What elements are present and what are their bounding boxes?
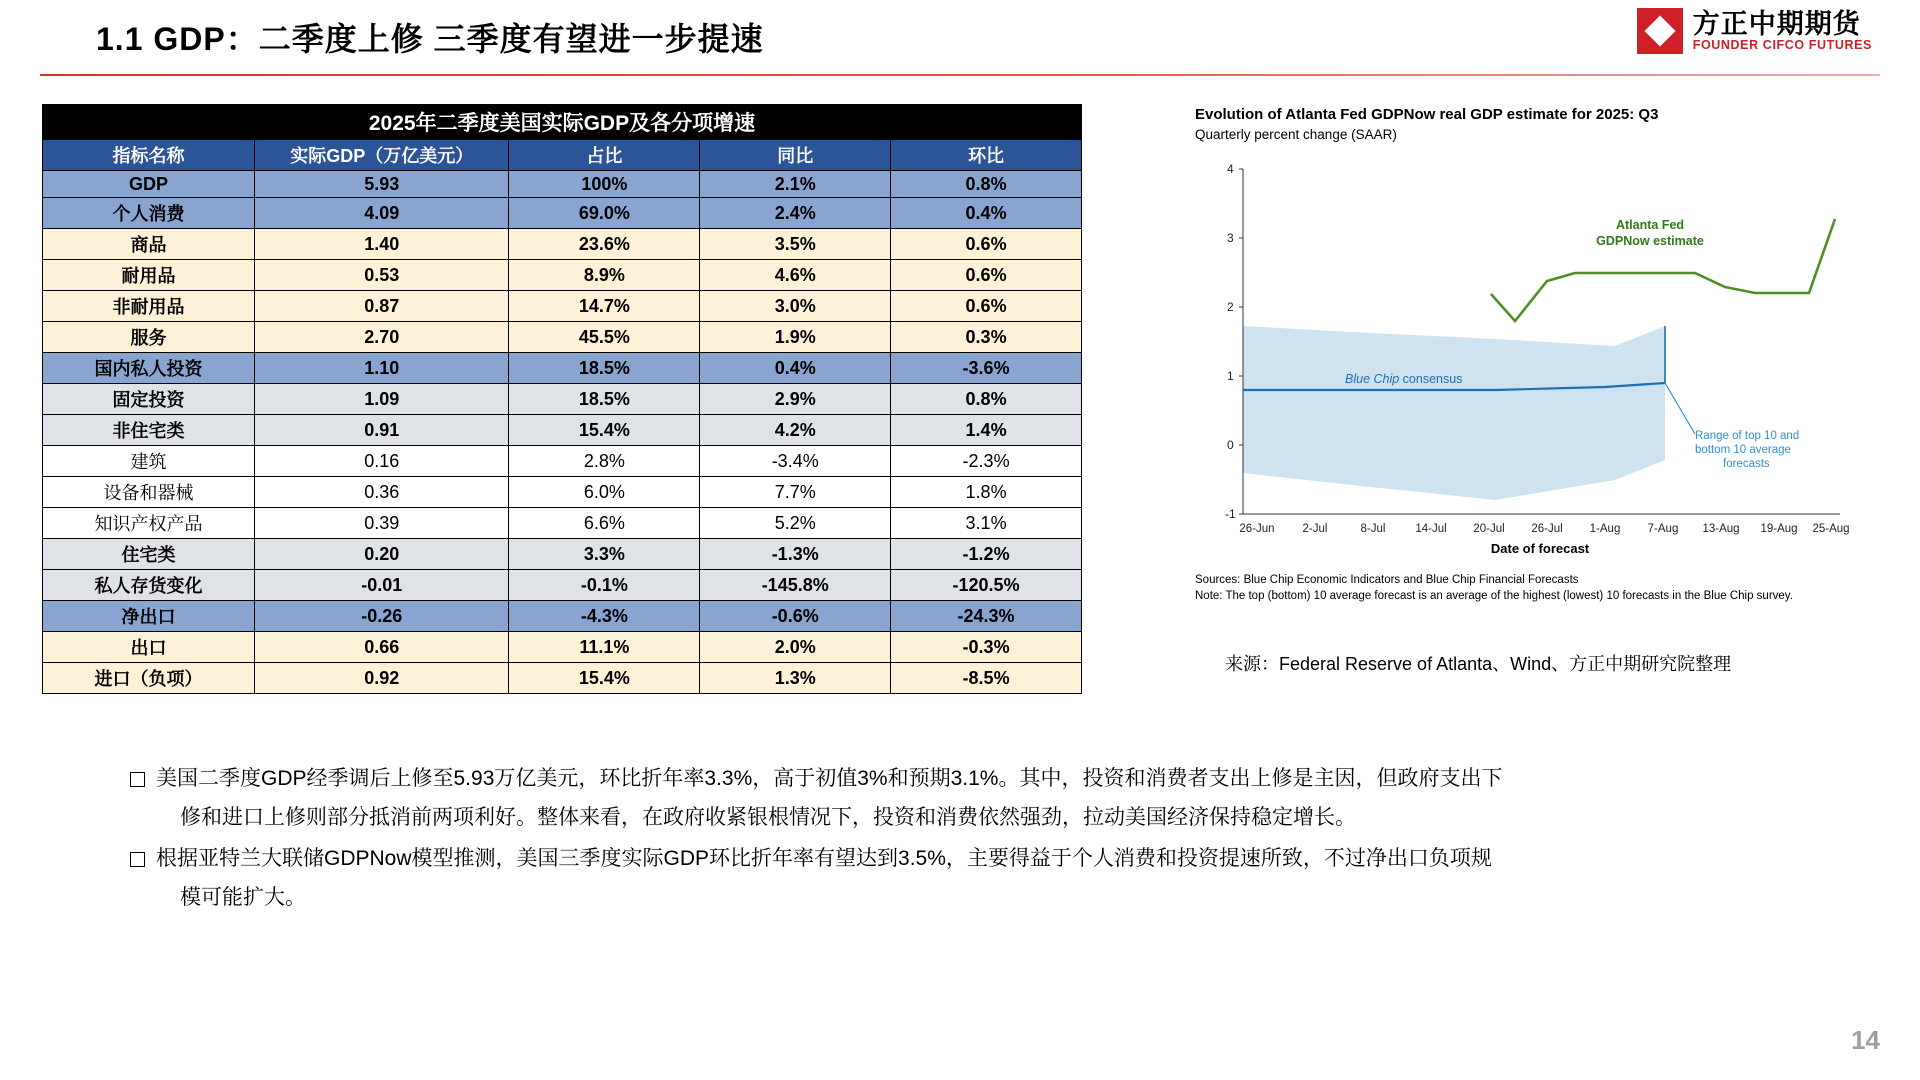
table-cell: 1.4%	[891, 415, 1082, 446]
table-cell: 国内私人投资	[43, 353, 255, 384]
table-cell: 0.16	[255, 446, 509, 477]
table-cell: -120.5%	[891, 570, 1082, 601]
table-cell: 0.91	[255, 415, 509, 446]
table-cell: 45.5%	[509, 322, 700, 353]
table-row	[43, 171, 1082, 198]
svg-text:7-Aug: 7-Aug	[1647, 523, 1679, 536]
table-row	[43, 539, 1082, 570]
table-row	[43, 322, 1082, 353]
svg-text:4: 4	[1227, 162, 1234, 177]
svg-text:20-Jul: 20-Jul	[1473, 523, 1505, 536]
table-cell: 15.4%	[509, 663, 700, 694]
table-cell: 知识产权产品	[43, 508, 255, 539]
table-cell: 5.2%	[700, 508, 891, 539]
table-cell: 0.3%	[891, 322, 1082, 353]
x-axis-label: Date of forecast	[1490, 541, 1590, 557]
svg-text:26-Jul: 26-Jul	[1531, 523, 1563, 536]
table-cell: 14.7%	[509, 291, 700, 322]
table-cell: -0.01	[255, 570, 509, 601]
table-header-row	[43, 140, 1082, 171]
table-cell: 0.8%	[891, 384, 1082, 415]
bullet-2-line-1: 根据亚特兰大联储GDPNow模型推测，美国三季度实际GDP环比折年率有望达到3.5%，主要得益于个人消费和投资提速所致，不过净出口负项规	[156, 846, 1492, 870]
svg-text:2: 2	[1227, 300, 1234, 315]
gdp-table-container	[42, 104, 1082, 694]
table-cell: 1.40	[255, 229, 509, 260]
table-cell: 进口（负项）	[43, 663, 255, 694]
table-cell: -3.4%	[700, 446, 891, 477]
table-cell: 1.3%	[700, 663, 891, 694]
bullet-1-line-2: 修和进口上修则部分抵消前两项利好。整体来看，在政府收紧银根情况下，投资和消费依然强劲，拉动美国经济保持稳定增长。	[180, 805, 1356, 829]
table-cell: 100%	[509, 171, 700, 198]
table-cell: -0.1%	[509, 570, 700, 601]
table-cell: 4.6%	[700, 260, 891, 291]
source-attribution: 来源：Federal Reserve of Atlanta、Wind、方正中期研究院整理	[1225, 654, 1732, 674]
table-row	[43, 446, 1082, 477]
column-header: 环比	[891, 140, 1082, 171]
table-cell: 服务	[43, 322, 255, 353]
table-cell: 0.4%	[700, 353, 891, 384]
table-row	[43, 291, 1082, 322]
bullet-1-line-1: 美国二季度GDP经季调后上修至5.93万亿美元，环比折年率3.3%，高于初值3%和预期3.1%。其中，投资和消费者支出上修是主因，但政府支出下	[156, 767, 1503, 790]
table-cell: 0.20	[255, 539, 509, 570]
table-cell: 18.5%	[509, 384, 700, 415]
svg-text:25-Aug: 25-Aug	[1812, 523, 1850, 536]
table-cell: -1.2%	[891, 539, 1082, 570]
table-cell: 0.6%	[891, 260, 1082, 291]
table-row	[43, 601, 1082, 632]
table-cell: 18.5%	[509, 353, 700, 384]
table-cell: 11.1%	[509, 632, 700, 663]
svg-text:26-Jun: 26-Jun	[1239, 523, 1275, 536]
table-cell: 3.0%	[700, 291, 891, 322]
table-cell: -0.6%	[700, 601, 891, 632]
table-cell: 8.9%	[509, 260, 700, 291]
table-cell: 出口	[43, 632, 255, 663]
table-cell: 4.09	[255, 198, 509, 229]
logo-diamond-icon	[1637, 8, 1683, 54]
table-row	[43, 508, 1082, 539]
chart-footnotes	[1195, 573, 1855, 604]
table-title-row	[43, 105, 1082, 140]
svg-text:8-Jul: 8-Jul	[1360, 523, 1386, 536]
column-header: 同比	[700, 140, 891, 171]
table-cell: 3.1%	[891, 508, 1082, 539]
page-title: 1.1 GDP：二季度上修 三季度有望进一步提速	[96, 21, 764, 57]
range-leader-line	[1665, 383, 1695, 434]
svg-text:1-Aug: 1-Aug	[1589, 523, 1621, 536]
square-bullet-icon	[130, 772, 145, 787]
x-tick-labels	[1239, 523, 1849, 535]
list-item	[130, 840, 1810, 918]
chart-plot	[1195, 149, 1855, 569]
table-cell: 1.10	[255, 353, 509, 384]
table-row	[43, 632, 1082, 663]
svg-text:3: 3	[1227, 231, 1234, 246]
bullet-list	[130, 760, 1810, 919]
table-cell: 0.6%	[891, 229, 1082, 260]
bullet-text-1	[156, 760, 1810, 838]
square-bullet-icon	[130, 852, 145, 867]
table-cell: 1.09	[255, 384, 509, 415]
table-cell: 非住宅类	[43, 415, 255, 446]
table-cell: -145.8%	[700, 570, 891, 601]
table-cell: 5.93	[255, 171, 509, 198]
table-cell: GDP	[43, 171, 255, 198]
table-cell: 0.36	[255, 477, 509, 508]
svg-text:0: 0	[1227, 438, 1234, 453]
table-row	[43, 384, 1082, 415]
table-cell: -0.26	[255, 601, 509, 632]
table-cell: 4.2%	[700, 415, 891, 446]
table-cell: 1.8%	[891, 477, 1082, 508]
annotation-bluechip: Blue Chip consensus	[1345, 372, 1463, 387]
table-cell: 非耐用品	[43, 291, 255, 322]
table-cell: 2.1%	[700, 171, 891, 198]
table-cell: 3.5%	[700, 229, 891, 260]
forecast-range-band	[1243, 326, 1665, 500]
chart-title: Evolution of Atlanta Fed GDPNow real GDP estimate for 2025: Q3	[1195, 106, 1659, 123]
table-title: 2025年二季度美国实际GDP及各分项增速	[43, 105, 1082, 140]
column-header: 实际GDP（万亿美元）	[255, 140, 509, 171]
table-cell: 耐用品	[43, 260, 255, 291]
table-cell: 6.0%	[509, 477, 700, 508]
logo-text-cn: 方正中期期货	[1692, 8, 1861, 39]
table-cell: 个人消费	[43, 198, 255, 229]
chart-sources: Sources: Blue Chip Economic Indicators and Blue Chip Financial Forecasts	[1195, 574, 1579, 587]
company-logo	[1637, 8, 1872, 54]
table-cell: 2.0%	[700, 632, 891, 663]
table-cell: 商品	[43, 229, 255, 260]
table-cell: 7.7%	[700, 477, 891, 508]
page-number: 14	[1851, 1025, 1880, 1055]
annotation-range-3: forecasts	[1723, 458, 1770, 471]
table-cell: 69.0%	[509, 198, 700, 229]
annotation-range-2: bottom 10 average	[1695, 444, 1791, 457]
table-cell: 2.70	[255, 322, 509, 353]
logo-text-en: FOUNDER CIFCO FUTURES	[1692, 38, 1872, 53]
table-cell: 住宅类	[43, 539, 255, 570]
column-header: 占比	[509, 140, 700, 171]
table-cell: 0.6%	[891, 291, 1082, 322]
table-row	[43, 477, 1082, 508]
bullet-2-line-2: 模可能扩大。	[180, 885, 306, 909]
table-cell: 2.4%	[700, 198, 891, 229]
chart-subtitle: Quarterly percent change (SAAR)	[1195, 126, 1397, 142]
table-cell: 1.9%	[700, 322, 891, 353]
table-cell: 设备和器械	[43, 477, 255, 508]
table-row	[43, 663, 1082, 694]
table-cell: 0.8%	[891, 171, 1082, 198]
table-cell: 0.66	[255, 632, 509, 663]
svg-text:-1: -1	[1225, 507, 1236, 522]
svg-text:19-Aug: 19-Aug	[1760, 523, 1798, 536]
chart-note: Note: The top (bottom) 10 average forecast is an average of the highest (lowest) 10 forecasts in the Blue Chip survey.	[1195, 589, 1793, 602]
svg-text:13-Aug: 13-Aug	[1702, 523, 1740, 536]
table-cell: -8.5%	[891, 663, 1082, 694]
table-cell: 6.6%	[509, 508, 700, 539]
table-cell: 0.4%	[891, 198, 1082, 229]
svg-text:1: 1	[1227, 369, 1234, 384]
svg-text:2-Jul: 2-Jul	[1302, 523, 1328, 536]
table-cell: 净出口	[43, 601, 255, 632]
title-divider	[40, 74, 1880, 76]
table-cell: 0.53	[255, 260, 509, 291]
svg-text:14-Jul: 14-Jul	[1415, 523, 1447, 536]
table-row	[43, 198, 1082, 229]
table-cell: -3.6%	[891, 353, 1082, 384]
table-cell: -24.3%	[891, 601, 1082, 632]
table-cell: 固定投资	[43, 384, 255, 415]
annotation-gdpnow-1: Atlanta Fed	[1615, 218, 1685, 233]
y-tick-labels	[1225, 162, 1243, 521]
table-cell: -4.3%	[509, 601, 700, 632]
table-row	[43, 229, 1082, 260]
table-cell: 建筑	[43, 446, 255, 477]
table-cell: 0.87	[255, 291, 509, 322]
annotation-gdpnow-2: GDPNow estimate	[1596, 234, 1704, 249]
table-row	[43, 415, 1082, 446]
table-cell: 15.4%	[509, 415, 700, 446]
table-cell: 0.92	[255, 663, 509, 694]
table-cell: 23.6%	[509, 229, 700, 260]
table-row	[43, 570, 1082, 601]
table-cell: 3.3%	[509, 539, 700, 570]
table-cell: 2.8%	[509, 446, 700, 477]
bullet-text-2	[156, 840, 1810, 918]
list-item	[130, 760, 1810, 838]
column-header: 指标名称	[43, 140, 255, 171]
table-row	[43, 260, 1082, 291]
table-cell: -1.3%	[700, 539, 891, 570]
gdpnow-chart-panel	[1195, 106, 1855, 604]
table-cell: 0.39	[255, 508, 509, 539]
table-row	[43, 353, 1082, 384]
table-cell: -0.3%	[891, 632, 1082, 663]
annotation-range-1: Range of top 10 and	[1695, 430, 1800, 443]
table-cell: -2.3%	[891, 446, 1082, 477]
table-cell: 2.9%	[700, 384, 891, 415]
table-cell: 私人存货变化	[43, 570, 255, 601]
gdp-table	[42, 104, 1082, 694]
